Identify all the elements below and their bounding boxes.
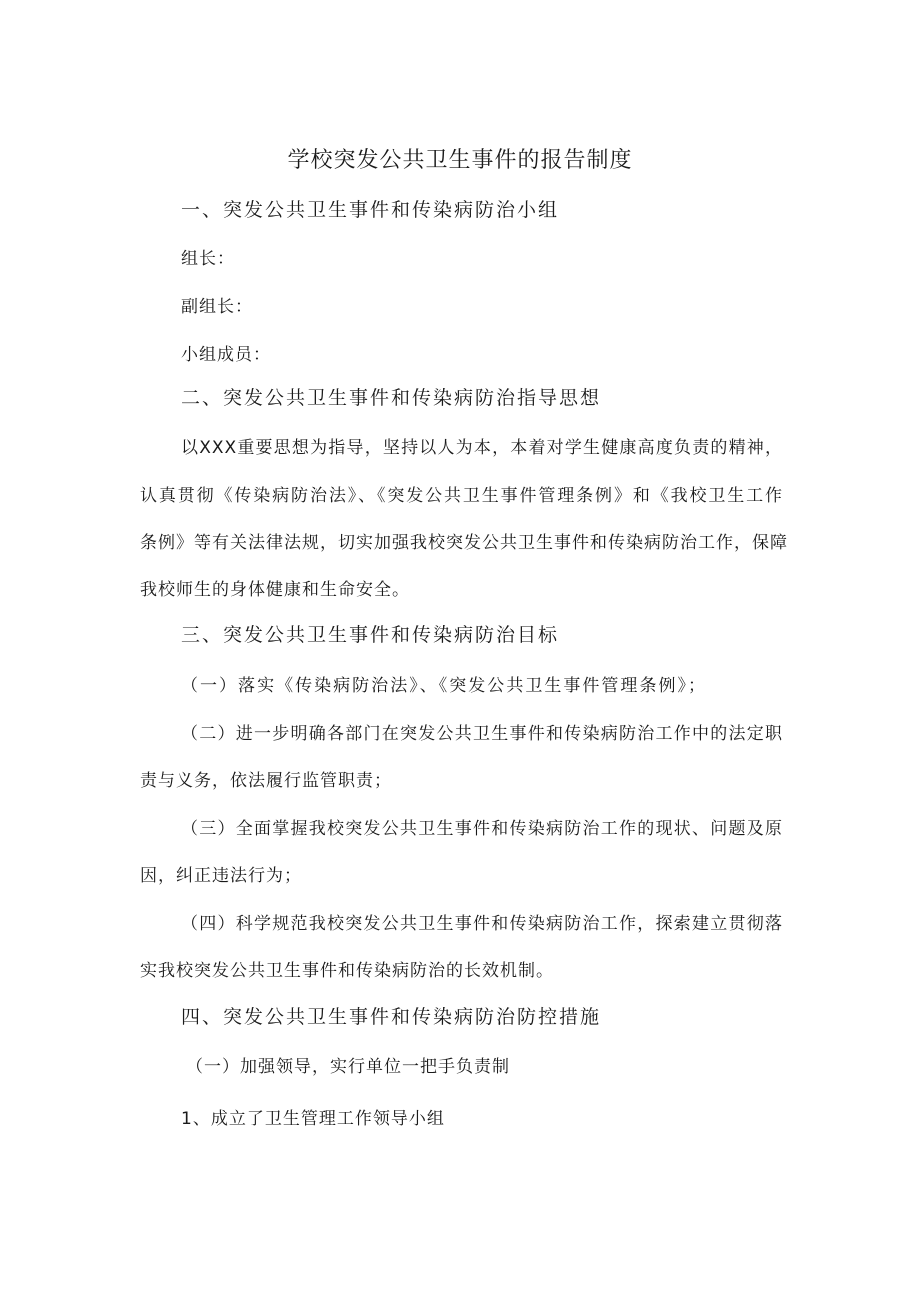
- goal-item-3-line: （三）全面掌握我校突发公共卫生事件和传染病防治工作的现状、问题及原: [181, 819, 783, 839]
- deputy-leader-label: 副组长：: [181, 297, 253, 317]
- section-2-paragraph-line: 我校师生的身体健康和生命安全。: [140, 580, 410, 600]
- section-4-heading: 四、突发公共卫生事件和传染病防治防控措施: [181, 1006, 602, 1028]
- section-2-paragraph-line: 条例》等有关法律法规，切实加强我校突发公共卫生事件和传染病防治工作，保障: [140, 533, 788, 553]
- section-2-heading: 二、突发公共卫生事件和传染病防治指导思想: [181, 387, 602, 409]
- section-2-paragraph-line: 以XXX重要思想为指导，坚持以人为本，本着对学生健康高度负责的精神，: [181, 438, 783, 458]
- section-3-heading: 三、突发公共卫生事件和传染病防治目标: [181, 624, 560, 646]
- measure-point-1: 1、成立了卫生管理工作领导小组: [181, 1109, 445, 1129]
- goal-item-4-line: 实我校突发公共卫生事件和传染病防治的长效机制。: [140, 961, 554, 981]
- document-title: 学校突发公共卫生事件的报告制度: [287, 148, 633, 173]
- section-1-heading: 一、突发公共卫生事件和传染病防治小组: [181, 199, 560, 221]
- goal-item-3-line: 因，纠正违法行为；: [140, 866, 302, 886]
- goal-item-2-line: 责与义务，依法履行监管职责；: [140, 771, 392, 791]
- leader-label: 组长：: [181, 249, 235, 269]
- section-2-paragraph-line: 认真贯彻《传染病防治法》、《突发公共卫生事件管理条例》和《我校卫生工作: [140, 486, 783, 506]
- members-label: 小组成员：: [181, 345, 271, 365]
- measure-sub-1: （一）加强领导，实行单位一把手负责制: [186, 1057, 510, 1077]
- goal-item-1: （一）落实《传染病防治法》、《突发公共卫生事件管理条例》；: [181, 676, 706, 696]
- goal-item-4-line: （四）科学规范我校突发公共卫生事件和传染病防治工作，探索建立贯彻落: [181, 914, 783, 934]
- goal-item-2-line: （二）进一步明确各部门在突发公共卫生事件和传染病防治工作中的法定职: [181, 724, 783, 744]
